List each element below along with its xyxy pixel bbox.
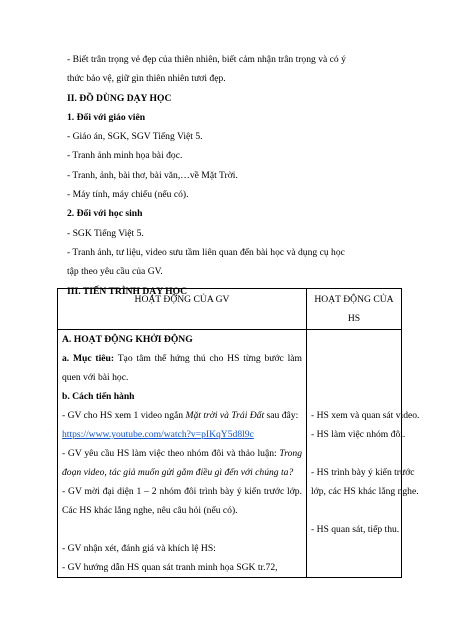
video-link[interactable]: https://www.youtube.com/watch?v=pIKqY5d8l9c — [62, 429, 254, 440]
hs-step-listen: - HS quan sát, tiếp thu. — [311, 524, 400, 535]
gv-step-present: - GV mời đại diện 1 – 2 nhóm đôi trình bày ý kiến trước lớp. Các HS khác lắng nghe, nêu câu hỏi (nếu có). — [62, 486, 302, 516]
hs-step-present-cont: lớp, các HS khác lắng nghe. — [311, 486, 419, 497]
activity-table — [57, 288, 420, 578]
hs-step-present: - HS trình bày ý kiến trước — [311, 467, 415, 478]
video-title: Mặt trời và Trái Đất — [185, 410, 265, 421]
goal-text: Tạo tâm thế hứng thú cho HS từng bước làm quen với bài học. — [62, 353, 302, 383]
student-activity-cell — [307, 330, 420, 578]
section-2-heading: II. ĐỒ DÙNG DẠY HỌC — [67, 92, 172, 104]
column-header-gv: HOẠT ĐỘNG CỦA GV — [58, 289, 307, 330]
table-row — [58, 330, 402, 578]
teacher-heading: 1. Đối với giáo viên — [67, 111, 146, 123]
teacher-item: - Tranh ảnh minh họa bài đọc. — [67, 150, 183, 162]
teacher-item: - Tranh, ảnh, bài thơ, bài văn,…về Mặt Trời. — [67, 169, 238, 181]
hs-step-watch: - HS xem và quan sát video. — [311, 410, 420, 421]
goal-label: a. Mục tiêu: — [62, 353, 115, 364]
activity-a-heading: A. HOẠT ĐỘNG KHỞI ĐỘNG — [62, 334, 193, 345]
gv-step-discussion: - GV yêu cầu HS làm việc theo nhóm đôi và thảo luận: Trong đoạn video, tác giả muốn gửi gắm điều gì đến với chúng ta? — [62, 448, 302, 478]
teacher-item: - Máy tính, máy chiếu (nếu có). — [67, 189, 189, 201]
student-item: tập theo yêu cầu của GV. — [67, 266, 163, 278]
hs-step-pair: - HS làm việc nhóm đôi. — [311, 429, 406, 440]
gv-step-video: - GV cho HS xem 1 video ngắn Mặt trời và Trái Đất sau đây: — [62, 410, 299, 421]
discussion-question: Trong đoạn video, tác giả muốn gửi gắm điều gì đến với chúng ta? — [62, 448, 302, 478]
student-item: - SGK Tiếng Việt 5. — [67, 227, 144, 239]
table-header-row — [58, 289, 402, 330]
column-header-hs: HOẠT ĐỘNG CỦA HS — [307, 289, 402, 330]
student-item: - Tranh ảnh, tư liệu, video sưu tầm liên quan đến bài học và dụng cụ học — [67, 246, 345, 258]
section-3-heading: III. TIẾN TRÌNH DẠY HỌC — [67, 285, 188, 297]
intro-line-2: thức bảo vệ, giữ gìn thiên nhiên tươi đẹp. — [67, 73, 226, 85]
lesson-plan-text — [67, 50, 397, 301]
goal-paragraph — [62, 349, 302, 387]
teacher-activity-cell — [58, 330, 307, 578]
spacer — [62, 520, 302, 539]
student-heading: 2. Đối với học sinh — [67, 208, 143, 220]
teacher-item: - Giáo án, SGK, SGV Tiếng Việt 5. — [67, 131, 203, 143]
intro-line-1: - Biết trân trọng vẻ đẹp của thiên nhiên, biết cảm nhận trân trọng và có ý — [67, 54, 346, 65]
gv-step-observe: - GV hướng dẫn HS quan sát tranh minh họa SGK tr.72, — [62, 562, 278, 573]
process-heading: b. Cách tiến hành — [62, 391, 135, 402]
gv-step-feedback: - GV nhận xét, đánh giá và khích lệ HS: — [62, 543, 216, 554]
